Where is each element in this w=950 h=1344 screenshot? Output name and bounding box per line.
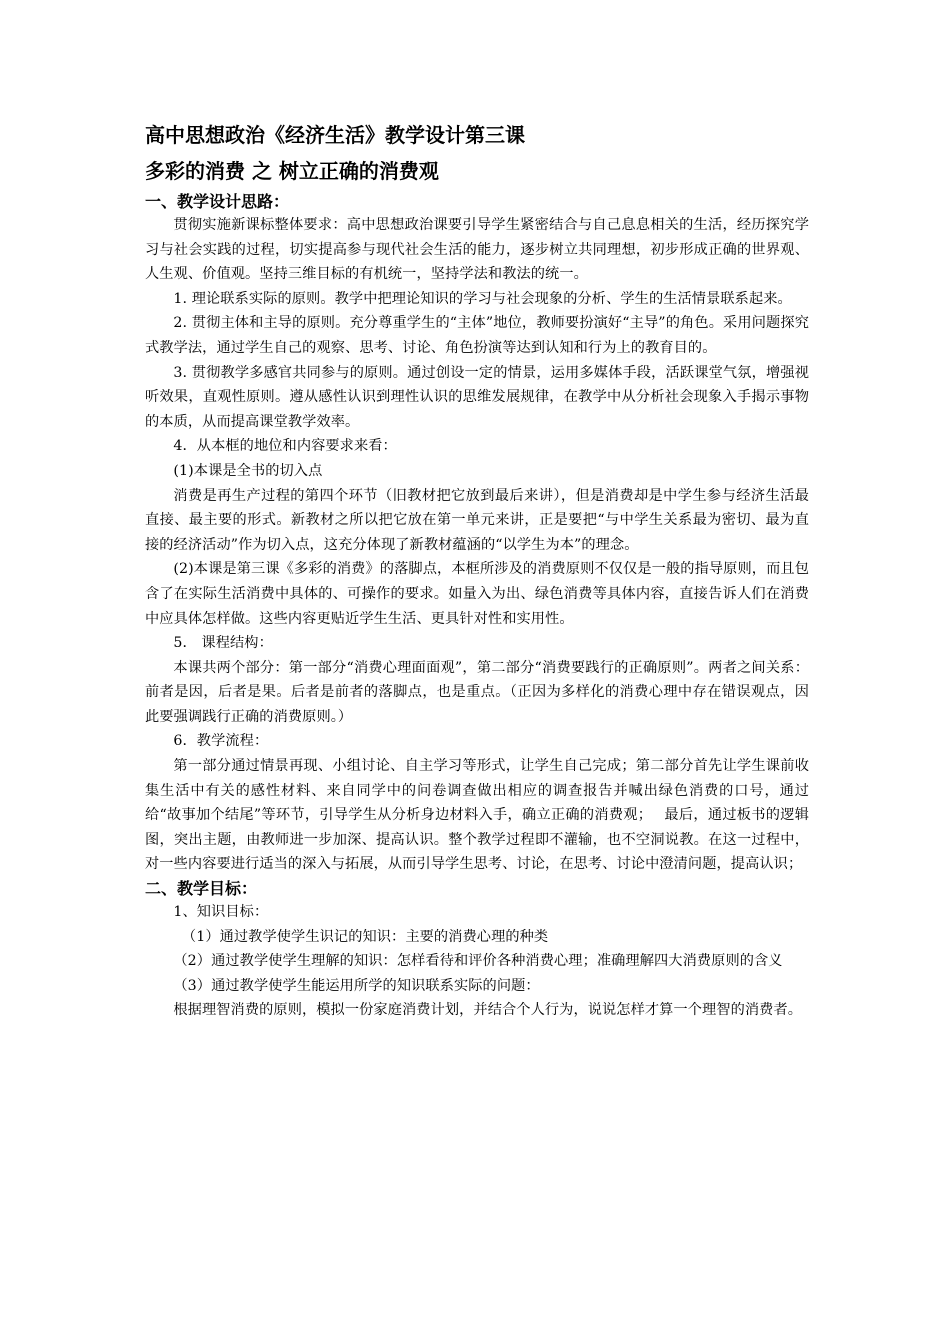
paragraph: 1. 理论联系实际的原则。教学中把理论知识的学习与社会现象的分析、学生的生活情景联系起来。 bbox=[173, 290, 792, 307]
paragraph: 2. 贯彻主体和主导的原则。充分尊重学生的“主体”地位，教师要扮演好“主导”的角色。采用问题探究式教学法，通过学生自己的观察、思考、讨论、角色扮演等达到认知和行为上的教育目的。 bbox=[145, 315, 809, 356]
paragraph: 消费是再生产过程的第四个环节（旧教材把它放到最后来讲），但是消费却是中学生参与经济生活最直接、最主要的形式。新教材之所以把它放在第一单元来讲，正是要把“与中学生关系最为密切、最为直接的经济活动”作为切入点，这充分体现了新教材蕴涵的“以学生为本”的理念。 bbox=[145, 487, 809, 553]
document-subtitle: 多彩的消费 之 树立正确的消费观 bbox=[145, 159, 439, 183]
document-title: 高中思想政治《经济生活》教学设计第三课 bbox=[145, 123, 525, 147]
paragraph: 贯彻实施新课标整体要求：高中思想政治课要引导学生紧密结合与自己息息相关的生活，经历探究学习与社会实践的过程，切实提高参与现代社会生活的能力，逐步树立共同理想，初步形成正确的世界观、人生观、价值观。坚持三维目标的有机统一，坚持学法和教法的统一。 bbox=[145, 217, 809, 283]
paragraph: (1)本课是全书的切入点 bbox=[173, 462, 323, 479]
paragraph: 3. 贯彻教学多感官共同参与的原则。通过创设一定的情景，运用多媒体手段，活跃课堂气氛，增强视听效果，直观性原则。遵从感性认识到理性认识的思维发展规律，在教学中从分析社会现象入手揭示事物的本质，从而提高课堂教学效率。 bbox=[145, 364, 809, 430]
paragraph: 1、知识目标： bbox=[173, 904, 269, 921]
paragraph: （3）通过教学使学生能运用所学的知识联系实际的问题： bbox=[173, 977, 540, 994]
section-heading-design-thinking: 一、教学设计思路： bbox=[145, 192, 290, 211]
paragraph: 本课共两个部分：第一部分“消费心理面面观”，第二部分“消费要践行的正确原则”。两者之间关系：前者是因，后者是果。后者是前者的落脚点，也是重点。（正因为多样化的消费心理中存在错误观点，因此要强调践行正确的消费原则。） bbox=[145, 659, 809, 725]
paragraph: 5． 课程结构： bbox=[173, 635, 273, 652]
section-heading-teaching-goals: 二、教学目标： bbox=[145, 879, 258, 899]
paragraph: （2）通过教学使学生理解的知识：怎样看待和评价各种消费心理；准确理解四大消费原则的含义 bbox=[173, 953, 783, 970]
paragraph: 第一部分通过情景再现、小组讨论、自主学习等形式，让学生自己完成；第二部分首先让学生课前收集生活中有关的感性材料、来自同学中的问卷调查做出相应的调查报告并喊出绿色消费的口号，通过给“故事加个结尾”等环节，引导学生从分析身边材料入手，确立正确的消费观； 最后，通过板书的逻辑图，突出主题，由教师进一步加深、提高认识。整个教学过程即不灌输，也不空洞说教。在这一过程中，对一些内容要进行适当的深入与拓展，从而引导学生思考、讨论，在思考、讨论中澄清问题，提高认识； bbox=[145, 758, 809, 873]
document-body bbox=[145, 122, 809, 1023]
paragraph: 6．教学流程： bbox=[173, 733, 269, 750]
paragraph: （1）通过教学使学生识记的知识：主要的消费心理的种类 bbox=[181, 928, 549, 945]
paragraph: 根据理智消费的原则，模拟一份家庭消费计划，并结合个人行为，说说怎样才算一个理智的消费者。 bbox=[173, 1002, 803, 1019]
paragraph: (2)本课是第三课《多彩的消费》的落脚点，本框所涉及的消费原则不仅仅是一般的指导原则，而且包含了在实际生活消费中具体的、可操作的要求。如量入为出、绿色消费等具体内容，直接告诉人们在消费中应具体怎样做。这些内容更贴近学生生活、更具针对性和实用性。 bbox=[145, 561, 809, 627]
paragraph: 4．从本框的地位和内容要求来看： bbox=[173, 438, 397, 455]
